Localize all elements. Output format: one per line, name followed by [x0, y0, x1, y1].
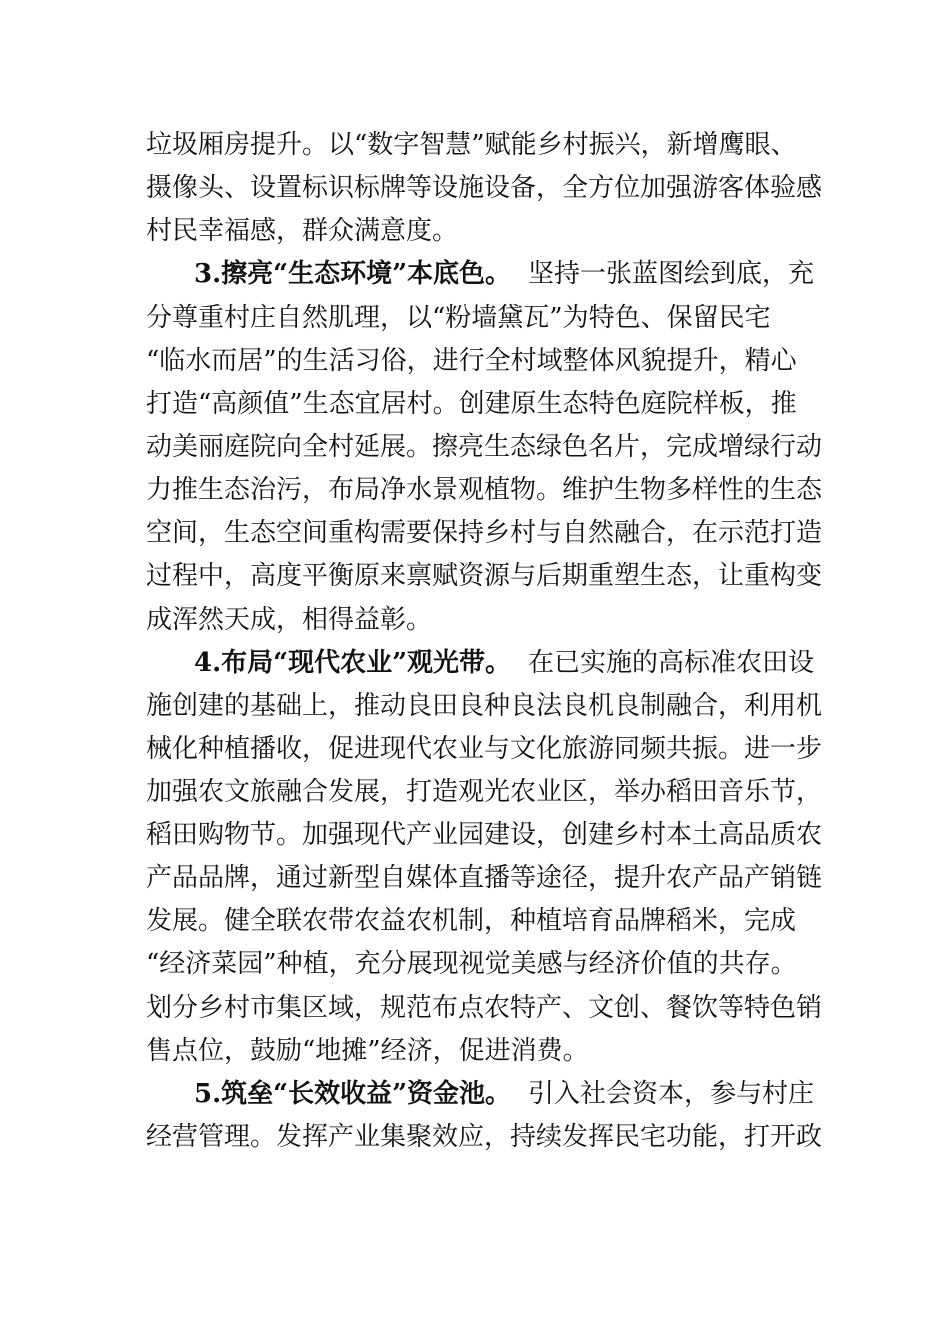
text-line: 成浑然天成，相得益彰。 [146, 605, 433, 635]
section-heading-5: 5.筑垒“长效收益”资金池。 [194, 1079, 512, 1109]
text-line: “经济菜园”种植，充分展现视觉美感与经济价值的共存。 [146, 949, 797, 979]
text-line: 空间，生态空间重构需要保持乡村与自然融合，在示范打造 [146, 518, 823, 548]
text-line: “临水而居”的生活习俗，进行全村域整体风貌提升，精心 [146, 346, 797, 376]
text-line: 械化种植播收，促进现代农业与文化旅游同频共振。进一步 [146, 734, 823, 764]
section-heading-line: 3.擦亮“生态环境”本底色。 坚持一张蓝图绘到底，充 [0, 252, 950, 296]
text-line: 动美丽庭院向全村延展。擦亮生态绿色名片，完成增绿行动 [146, 432, 823, 462]
section-heading-line: 5.筑垒“长效收益”资金池。 引入社会资本，参与村庄 [0, 1072, 950, 1116]
text-line: 力推生态治污，布局净水景观植物。维护生物多样性的生态 [146, 475, 823, 505]
text-line: 施创建的基础上，推动良田良种良法良机良制融合，利用机 [146, 691, 823, 721]
text-line: 过程中，高度平衡原来禀赋资源与后期重塑生态，让重构变 [146, 561, 823, 591]
text-line: 划分乡村市集区域，规范布点农特产、文创、餐饮等特色销 [146, 993, 823, 1023]
text-line: 发展。健全联农带农益农机制，种植培育品牌稻米，完成 [146, 906, 797, 936]
text-line: 加强农文旅融合发展，打造观光农业区，举办稻田音乐节， [146, 777, 823, 807]
text-line: 稻田购物节。加强现代产业园建设，创建乡村本土高品质农 [146, 820, 823, 850]
text-line: 摄像头、设置标识标牌等设施设备，全方位加强游客体验感 [146, 173, 823, 203]
text-line: 村民幸福感，群众满意度。 [146, 216, 459, 246]
text-line: 产品品牌，通过新型自媒体直播等途径，提升农产品产销链 [146, 863, 823, 893]
text-line: 售点位，鼓励“地摊”经济，促进消费。 [146, 1036, 589, 1066]
text-line: 垃圾厢房提升。以“数字智慧”赋能乡村振兴，新增鹰眼、 [146, 130, 797, 160]
text-line: 打造“高颜值”生态宜居村。创建原生态特色庭院样板，推 [146, 389, 797, 419]
text-line: 经营管理。发挥产业集聚效应，持续发挥民宅功能，打开政 [146, 1122, 823, 1152]
text-line: 分尊重村庄自然肌理，以“粉墙黛瓦”为特色、保留民宅 [146, 303, 771, 333]
section-heading-4: 4.布局“现代农业”观光带。 [194, 648, 512, 678]
section-heading-line: 4.布局“现代农业”观光带。 在已实施的高标准农田设 [0, 641, 950, 685]
section-heading-3: 3.擦亮“生态环境”本底色。 [194, 259, 512, 289]
